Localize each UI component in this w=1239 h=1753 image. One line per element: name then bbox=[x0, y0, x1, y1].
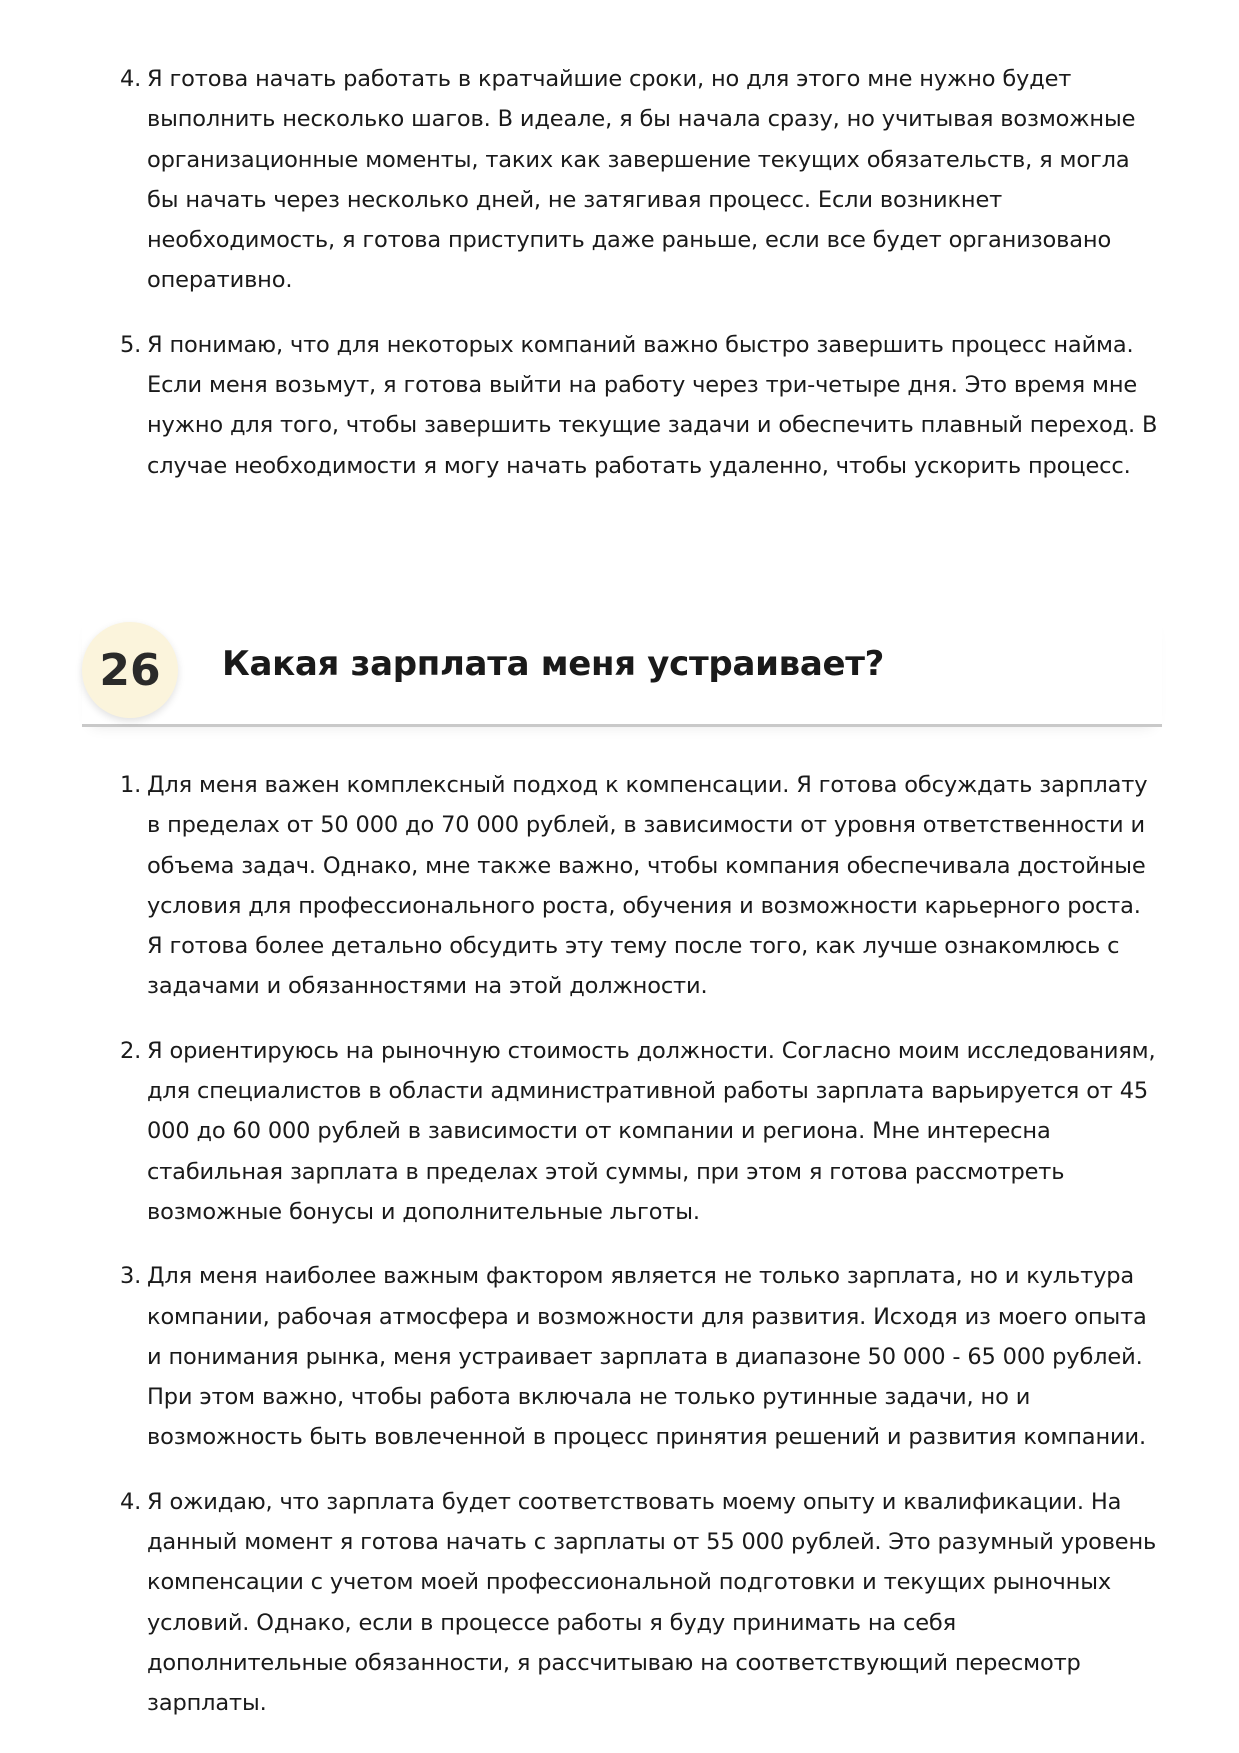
list-item-number: 4. bbox=[120, 1488, 142, 1515]
list-item-text: Для меня важен комплексный подход к компенсации. Я готова обсуждать зарплату в пределах от 50 000 до 70 000 рублей, в зависимости от уровня ответственности и объема задач. Однако, мне также важно, чтобы компания обеспечивала достойные условия для профессионального роста, обучения и возможности карьерного роста. Я готова более детально обсудить эту тему после того, как лучше ознакомлюсь с задачами и обязанностями на этой должности. bbox=[147, 772, 1148, 1000]
section-header bbox=[82, 612, 1162, 727]
list-item bbox=[120, 1031, 1160, 1232]
list-item-number: 4. bbox=[120, 66, 142, 92]
list-item bbox=[120, 1256, 1160, 1457]
section-number-badge: 26 bbox=[82, 622, 178, 718]
salary-answer-list bbox=[120, 765, 1160, 1748]
continued-answer-list bbox=[120, 59, 1160, 510]
list-item-text: Я ориентируюсь на рыночную стоимость должности. Согласно моим исследованиям, для специалистов в области административной работы зарплата варьируется от 45 000 до 60 000 рублей в зависимости от компании и региона. Мне интересна стабильная зарплата в пределах этой суммы, при этом я готова рассмотреть возможные бонусы и дополнительные льготы. bbox=[147, 1037, 1156, 1225]
list-item-text: Для меня наиболее важным фактором является не только зарплата, но и культура компании, рабочая атмосфера и возможности для развития. Исходя из моего опыта и понимания рынка, меня устраивает зарплата в диапазоне 50 000 - 65 000 рублей. При этом важно, чтобы работа включала не только рутинные задачи, но и возможность быть вовлеченной в процесс принятия решений и развития компании. bbox=[147, 1263, 1147, 1451]
list-item-text: Я понимаю, что для некоторых компаний важно быстро завершить процесс найма. Если меня возьмут, я готова выйти на работу через три-четыре дня. Это время мне нужно для того, чтобы завершить текущие задачи и обеспечить плавный переход. В случае необходимости я могу начать работать удаленно, чтобы ускорить процесс. bbox=[147, 331, 1158, 479]
list-item-number: 1. bbox=[120, 772, 142, 798]
list-item bbox=[120, 765, 1160, 1007]
list-item bbox=[120, 59, 1160, 301]
list-item bbox=[120, 325, 1160, 486]
section-title: Какая зарплата меня устраивает? bbox=[222, 644, 885, 684]
list-item bbox=[120, 1482, 1160, 1724]
list-item-number: 3. bbox=[120, 1263, 142, 1290]
list-item-number: 5. bbox=[120, 331, 142, 358]
list-item-text: Я ожидаю, что зарплата будет соответствовать моему опыту и квалификации. На данный момент я готова начать с зарплаты от 55 000 рублей. Это разумный уровень компенсации с учетом моей профессиональной подготовки и текущих рыночных условий. Однако, если в процессе работы я буду принимать на себя дополнительные обязанности, я рассчитываю на соответствующий пересмотр зарплаты. bbox=[147, 1488, 1157, 1717]
list-item-number: 2. bbox=[120, 1037, 142, 1064]
list-item-text: Я готова начать работать в кратчайшие сроки, но для этого мне нужно будет выполнить несколько шагов. В идеале, я бы начала сразу, но учитывая возможные организационные моменты, таких как завершение текущих обязательств, я могла бы начать через несколько дней, не затягивая процесс. Если возникнет необходимость, я готова приступить даже раньше, если все будет организовано оперативно. bbox=[147, 66, 1136, 294]
